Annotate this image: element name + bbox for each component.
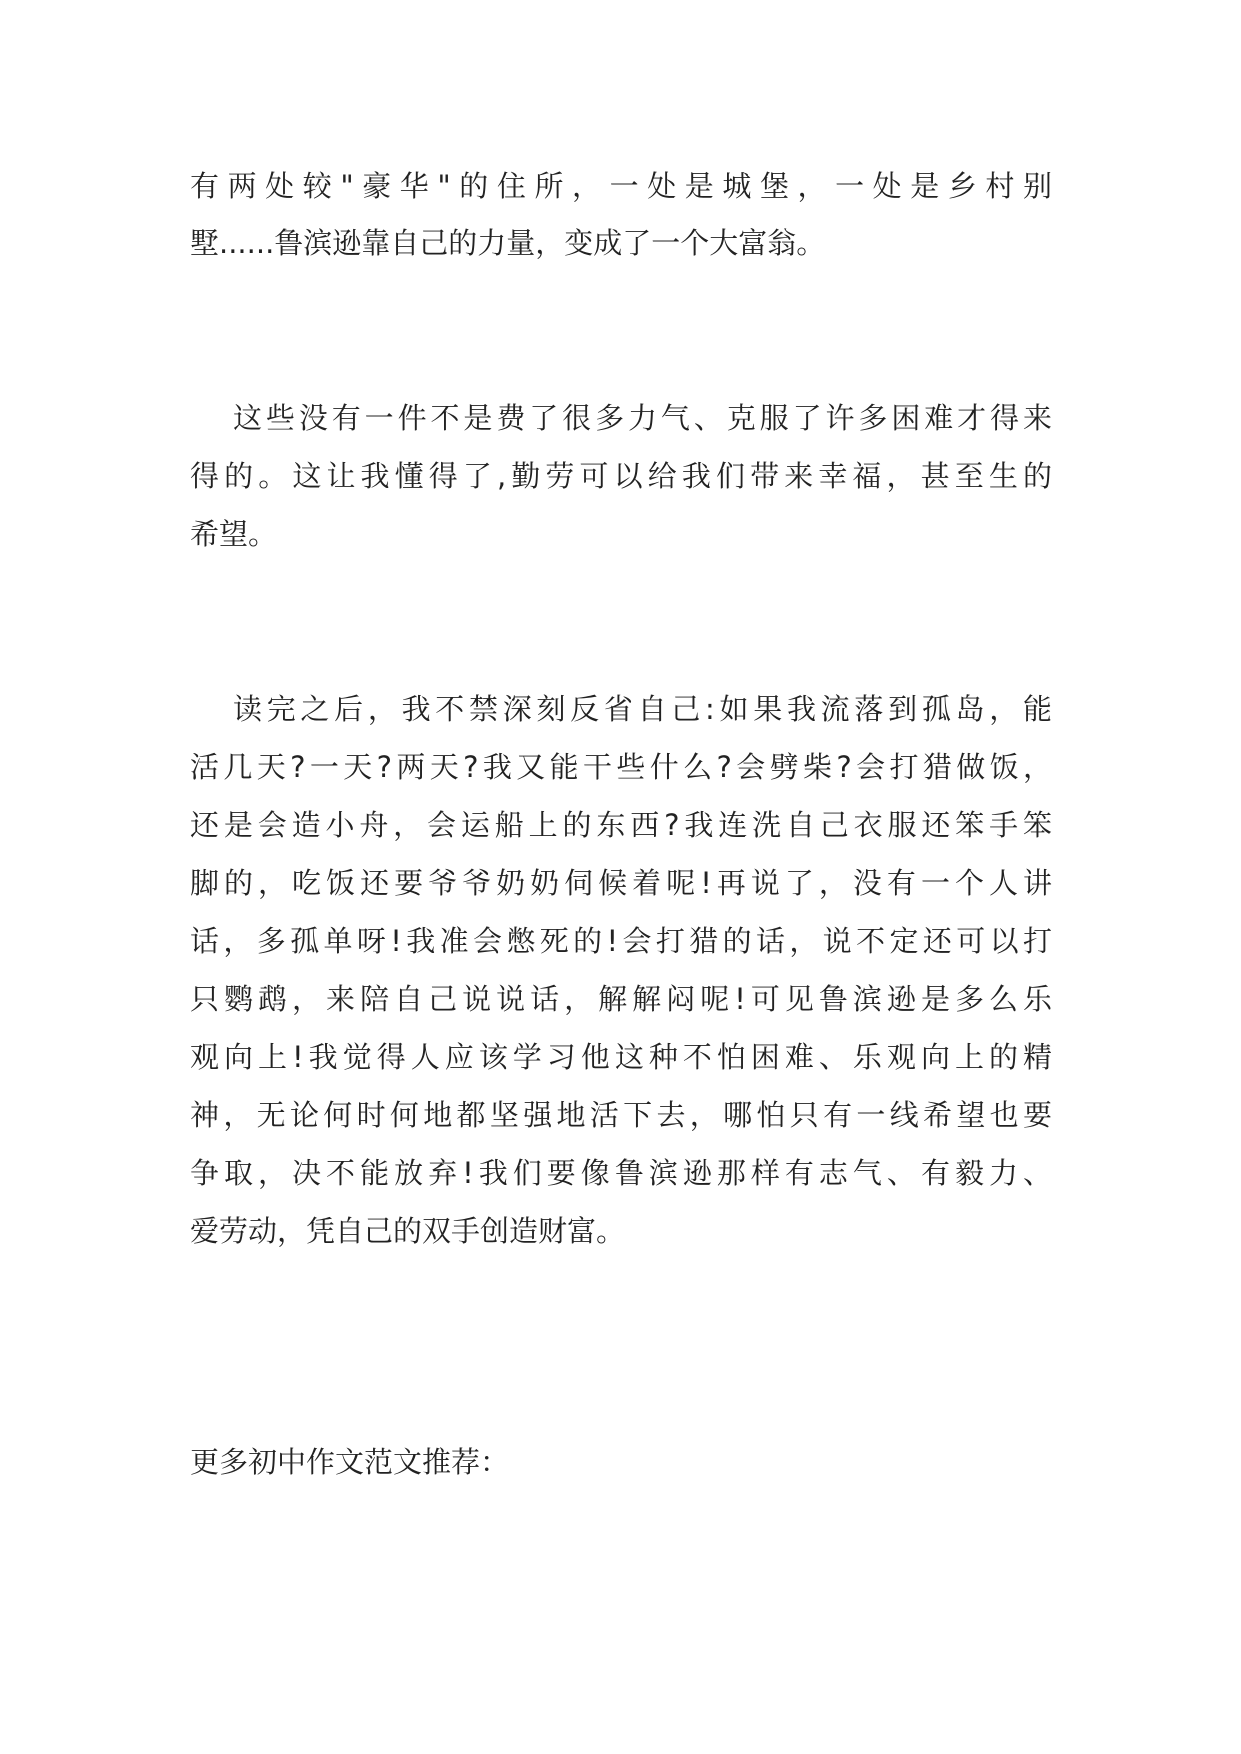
- paragraph-3-line-8: 神，无论何时何地都坚强地活下去，哪怕只有一线希望也要: [190, 1098, 1052, 1132]
- paragraph-3-line-3: 还是会造小舟，会运船上的东西?我连洗自己衣服还笨手笨: [190, 808, 1052, 842]
- paragraph-3-line-7: 观向上!我觉得人应该学习他这种不怕困难、乐观向上的精: [190, 1040, 1052, 1074]
- paragraph-3-line-2: 活几天?一天?两天?我又能干些什么?会劈柴?会打猎做饭，: [190, 750, 1052, 784]
- paragraph-2-line-1: 这些没有一件不是费了很多力气、克服了许多困难才得来: [233, 401, 1052, 435]
- paragraph-1-line-2: 墅......鲁滨逊靠自己的力量，变成了一个大富翁。: [190, 226, 826, 260]
- paragraph-2-line-2: 得的。这让我懂得了,勤劳可以给我们带来幸福，甚至生的: [190, 459, 1052, 493]
- paragraph-1-line-1: 有两处较"豪华"的住所，一处是城堡，一处是乡村别: [190, 169, 1052, 203]
- paragraph-3-line-4: 脚的，吃饭还要爷爷奶奶伺候着呢!再说了，没有一个人讲: [190, 866, 1052, 900]
- paragraph-2-line-3: 希望。: [190, 517, 278, 551]
- paragraph-3-line-10: 爱劳动，凭自己的双手创造财富。: [190, 1214, 626, 1248]
- paragraph-3-line-1: 读完之后，我不禁深刻反省自己:如果我流落到孤岛，能: [233, 692, 1052, 726]
- paragraph-3-line-9: 争取，决不能放弃!我们要像鲁滨逊那样有志气、有毅力、: [190, 1156, 1052, 1190]
- paragraph-3-line-6: 只鹦鹉，来陪自己说说话，解解闷呢!可见鲁滨逊是多么乐: [190, 982, 1052, 1016]
- paragraph-3-line-5: 话，多孤单呀!我准会憋死的!会打猎的话，说不定还可以打: [190, 924, 1052, 958]
- recommendation-heading: 更多初中作文范文推荐：: [190, 1445, 510, 1479]
